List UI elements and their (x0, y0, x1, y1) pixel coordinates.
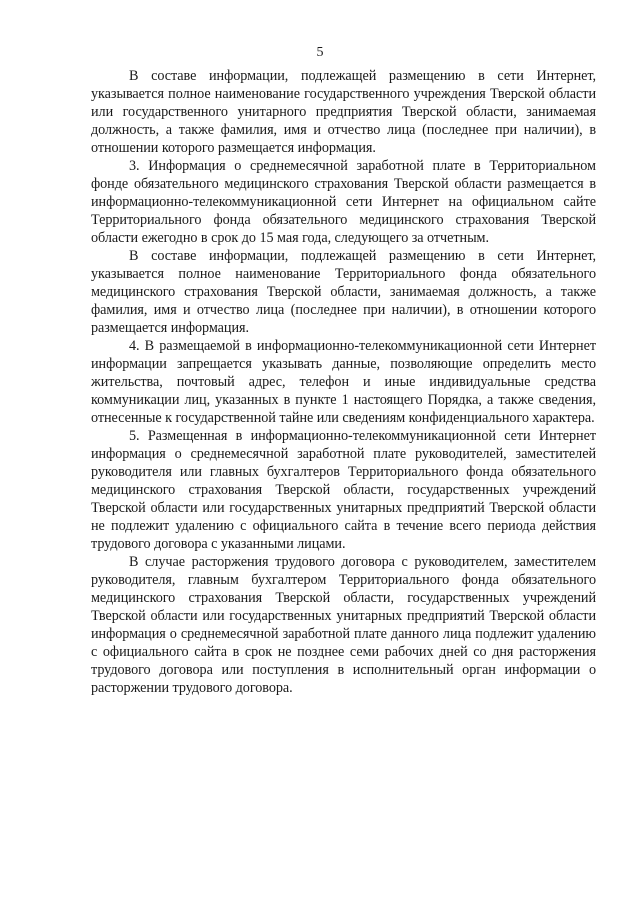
paragraph-5-retention-period: 5. Размещенная в информационно-телекоммуникационной сети Интернет информация о среднемесячной заработной плате руководителей, заместителей руководителя или главных бухгалтеров Территориального фонда обязательного медицинского страхования Тверской области, государственных учреждений Тверской области или государственных унитарных предприятий Тверской области не подлежит удалению с официального сайта в течение всего периода действия трудового договора с указанными лицами. (91, 428, 596, 552)
document-body (91, 67, 596, 697)
paragraph-contract-termination-removal: В случае расторжения трудового договора с руководителем, заместителем руководителя, главным бухгалтером Территориального фонда обязательного медицинского страхования Тверской области, государственных учреждений Тверской области или государственных унитарных предприятий Тверской области информация о среднемесячной заработной плате данного лица подлежит удалению с официального сайта в срок не позднее семи рабочих дней со дня расторжения трудового договора или поступления в исполнительный орган информации о расторжении трудового договора. (91, 554, 596, 696)
paragraph-disclosure-institution-info: В составе информации, подлежащей размещению в сети Интернет, указывается полное наименование государственного учреждения Тверской области или государственного унитарного предприятия Тверской области, занимаемая должность, а также фамилия, имя и отчество лица (последнее при наличии), в отношении которого размещается информация. (91, 68, 596, 156)
paragraph-3-fund-salary-publication: 3. Информация о среднемесячной заработной плате в Территориальном фонде обязательного медицинского страхования Тверской области размещается в информационно-телекоммуникационной сети Интернет на официальном сайте Территориального фонда обязательного медицинского страхования Тверской области ежегодно в срок до 15 мая года, следующего за отчетным. (91, 158, 596, 246)
paragraph-4-prohibited-data: 4. В размещаемой в информационно-телекоммуникационной сети Интернет информации запрещается указывать данные, позволяющие определить место жительства, почтовый адрес, телефон и иные индивидуальные средства коммуникации лиц, указанных в пункте 1 настоящего Порядка, а также сведения, отнесенные к государственной тайне или сведениям конфиденциального характера. (91, 338, 596, 426)
page-number: 5 (316, 45, 324, 60)
paragraph-disclosure-fund-info: В составе информации, подлежащей размещению в сети Интернет, указывается полное наименование Территориального фонда обязательного медицинского страхования Тверской области, занимаемая должность, а также фамилия, имя и отчество лица (последнее при наличии), в отношении которого размещается информация. (91, 248, 596, 336)
